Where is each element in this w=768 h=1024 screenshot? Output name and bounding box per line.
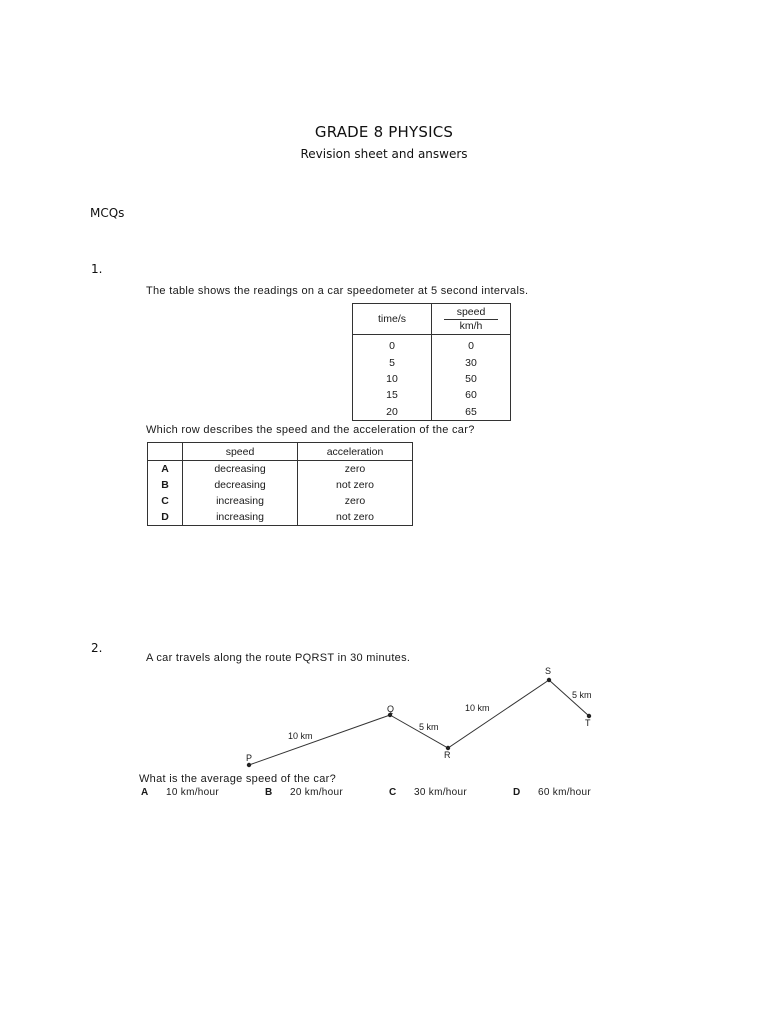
speed-cell: 0: [432, 335, 511, 355]
table-row: [353, 354, 511, 370]
table-row: [353, 371, 511, 387]
table-row: [353, 335, 511, 355]
option-a-letter: A: [141, 787, 149, 798]
time-cell: 20: [353, 404, 432, 421]
time-cell: 15: [353, 387, 432, 403]
option-letter: C: [148, 493, 183, 509]
speed-cell: 60: [432, 387, 511, 403]
section-heading: MCQs: [90, 206, 125, 220]
option-a-text[interactable]: 10 km/hour: [166, 787, 220, 798]
point-r-label: R: [444, 750, 451, 760]
question-2-number: 2.: [91, 641, 103, 655]
segment-qr-label: 5 km: [419, 722, 439, 732]
option-letter: D: [148, 509, 183, 526]
point-s-marker: [547, 678, 551, 682]
time-cell: 5: [353, 354, 432, 370]
page-title: GRADE 8 PHYSICS: [314, 123, 454, 141]
option-c-letter: C: [389, 787, 397, 798]
speed-cell: 50: [432, 371, 511, 387]
letter-column-header: [148, 443, 183, 461]
segment-rs-label: 10 km: [465, 703, 490, 713]
speed-option-header: speed: [183, 443, 298, 461]
question-2-prompt: What is the average speed of the car?: [139, 773, 336, 785]
option-row-b[interactable]: [148, 477, 413, 493]
option-acceleration: not zero: [298, 477, 413, 493]
acceleration-option-header: acceleration: [298, 443, 413, 461]
point-s-label: S: [545, 666, 552, 676]
option-speed: increasing: [183, 509, 298, 526]
speed-cell: 65: [432, 404, 511, 421]
page-subtitle: Revision sheet and answers: [300, 147, 468, 161]
time-cell: 0: [353, 335, 432, 355]
speed-header-label: speed: [444, 306, 498, 320]
option-d-letter: D: [513, 787, 521, 798]
option-c-text[interactable]: 30 km/hour: [414, 787, 468, 798]
segment-st-label: 5 km: [572, 690, 592, 700]
question-1-intro: The table shows the readings on a car speedometer at 5 second intervals.: [146, 285, 529, 297]
speed-column-header: [432, 304, 511, 335]
question-2-intro: A car travels along the route PQRST in 30 minutes.: [146, 652, 411, 664]
option-letter: A: [148, 461, 183, 478]
speedometer-readings-table: [352, 303, 511, 421]
point-q-label: Q: [387, 704, 395, 714]
table-row: [353, 387, 511, 403]
option-letter: B: [148, 477, 183, 493]
option-acceleration: zero: [298, 493, 413, 509]
question-1-prompt: Which row describes the speed and the acceleration of the car?: [146, 424, 475, 436]
route-diagram: [230, 660, 610, 780]
option-b-text[interactable]: 20 km/hour: [290, 787, 344, 798]
option-acceleration: zero: [298, 461, 413, 478]
option-speed: decreasing: [183, 461, 298, 478]
option-acceleration: not zero: [298, 509, 413, 526]
answer-options-table: [147, 442, 413, 526]
point-t-label: T: [585, 718, 591, 728]
question-1-number: 1.: [91, 262, 103, 276]
point-p-label: P: [246, 753, 253, 763]
option-speed: decreasing: [183, 477, 298, 493]
option-d-text[interactable]: 60 km/hour: [538, 787, 592, 798]
option-row-d[interactable]: [148, 509, 413, 526]
option-row-a[interactable]: [148, 461, 413, 478]
option-b-letter: B: [265, 787, 273, 798]
option-row-c[interactable]: [148, 493, 413, 509]
option-speed: increasing: [183, 493, 298, 509]
speed-header-unit: km/h: [459, 319, 483, 332]
segment-pq-label: 10 km: [288, 731, 313, 741]
table-row: [353, 404, 511, 421]
speed-cell: 30: [432, 354, 511, 370]
point-p-marker: [247, 763, 251, 767]
time-column-header: time/s: [353, 304, 432, 335]
time-cell: 10: [353, 371, 432, 387]
